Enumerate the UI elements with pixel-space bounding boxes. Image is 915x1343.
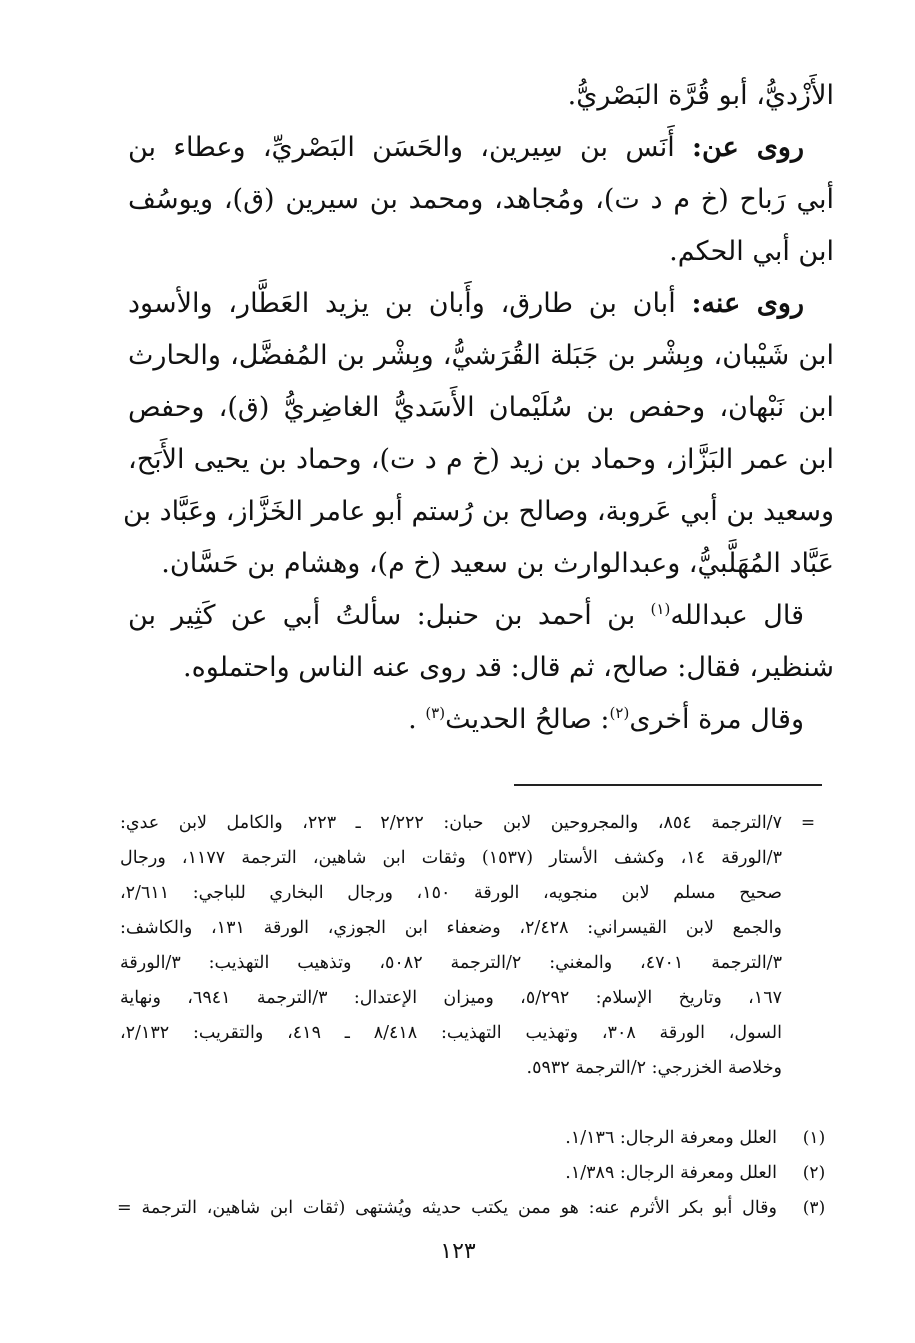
continuation-marker: = — [800, 813, 816, 833]
footnote-text: العلل ومعرفة الرجال: ١/٣٨٩. — [565, 1163, 777, 1183]
footnote-line: وخلاصة الخزرجي: ٢/الترجمة ٥٩٣٢. — [526, 1058, 782, 1078]
footnote-line: والجمع لابن القيسراني: ٢/٤٢٨، وضعفاء ابن الجوزي، الورقة ١٣١، والكاشف: — [120, 918, 782, 938]
text-line: وسعيد بن أبي عَروبة، وصالح بن رُستم أبو عامر الخَزَّاز، وعَبَّاد بن — [122, 496, 834, 527]
footnote-line: ٣/الورقة ١٤، وكشف الأستار (١٥٣٧) وثقات ابن شاهين، الترجمة ١١٧٧، ورجال — [120, 848, 782, 868]
riwaya-anhu-label: روى عنه: — [691, 288, 804, 319]
marra-line — [128, 694, 834, 746]
qala-text-start: قال عبدالله — [670, 600, 804, 631]
footnote-line: ٧/الترجمة ٨٥٤، والمجروحين لابن حبان: ٢/٢٢٢ ـ ٢٢٣، والكامل لابن عدي: — [120, 813, 782, 833]
footnote-ref-3: (٣) — [425, 704, 446, 722]
text-line: شنظير، فقال: صالح، ثم قال: قد روى عنه الناس واحتملوه. — [183, 652, 834, 683]
footnote-number: (٢) — [802, 1163, 826, 1183]
footnote-line: السول، الورقة ٣٠٨، وتهذيب التهذيب: ٨/٤١٨ ـ ٤١٩، والتقريب: ٢/١٣٢، — [120, 1023, 782, 1043]
qala-line — [128, 590, 834, 642]
footnote-separator — [514, 784, 822, 786]
qala-text-rest: بن أحمد بن حنبل: سألتُ أبي عن كَثِير بن — [128, 600, 651, 631]
footnote-number: (٣) — [802, 1198, 826, 1218]
text-line: ابن نَبْهان، وحفص بن سُلَيْمان الأَسَديُّ الغاضِريُّ (ق)، وحفص — [128, 392, 834, 423]
footnote-ref-2: (٢) — [609, 704, 630, 722]
marra-text-end: . — [408, 704, 426, 735]
text-line: ابن شَيْبان، وبِشْر بن جَبَلة القُرَشيُّ، وبِشْر بن المُفضَّل، والحارث — [128, 340, 834, 371]
footnote-line: ١٦٧، وتاريخ الإسلام: ٥/٢٩٢، وميزان الإعتدال: ٣/الترجمة ٦٩٤١، ونهاية — [120, 988, 782, 1008]
riwaya-anhu-text: أبان بن طارق، وأَبان بن يزيد العَطَّار، والأسود — [128, 288, 692, 319]
footnote-line: صحيح مسلم لابن منجويه، الورقة ١٥٠، ورجال البخاري للباجي: ٢/٦١١، — [120, 883, 782, 903]
riwaya-an-text: أَنَس بن سِيرين، والحَسَن البَصْريِّ، وعطاء بن — [128, 132, 693, 163]
riwaya-anhu-line — [128, 278, 834, 330]
footnote-text: العلل ومعرفة الرجال: ١/١٣٦. — [565, 1128, 777, 1148]
marra-text-start: وقال مرة أخرى — [629, 704, 804, 735]
footnote-line: ٣/الترجمة ٤٧٠١، والمغني: ٢/الترجمة ٥٠٨٢، وتذهيب التهذيب: ٣/الورقة — [120, 953, 782, 973]
text-line: ابن أبي الحكم. — [669, 236, 834, 267]
marra-text-mid: : صالحُ الحديث — [445, 704, 610, 735]
text-line: ابن عمر البَزَّاز، وحماد بن زيد (خ م د ت)، وحماد بن يحيى الأَبَح، — [128, 444, 834, 475]
footnote-number: (١) — [802, 1128, 826, 1148]
footnote-ref-1: (١) — [650, 600, 671, 618]
text-line: عَبَّاد المُهَلَّبيُّ، وعبدالوارث بن سعيد (خ م)، وهشام بن حَسَّان. — [161, 548, 834, 579]
text-line: أبي رَباح (خ م د ت)، ومُجاهد، ومحمد بن سيرين (ق)، ويوسُف — [128, 184, 834, 215]
riwaya-an-line — [128, 122, 834, 174]
riwaya-an-label: روى عن: — [692, 132, 804, 163]
text-line: الأَزْديُّ، أبو قُرَّة البَصْريُّ. — [567, 80, 834, 111]
footnote-text: وقال أبو بكر الأثرم عنه: هو ممن يكتب حديثه ويُشتهى (ثقات ابن شاهين، الترجمة = — [117, 1198, 777, 1218]
page-number: ١٢٣ — [440, 1239, 476, 1264]
